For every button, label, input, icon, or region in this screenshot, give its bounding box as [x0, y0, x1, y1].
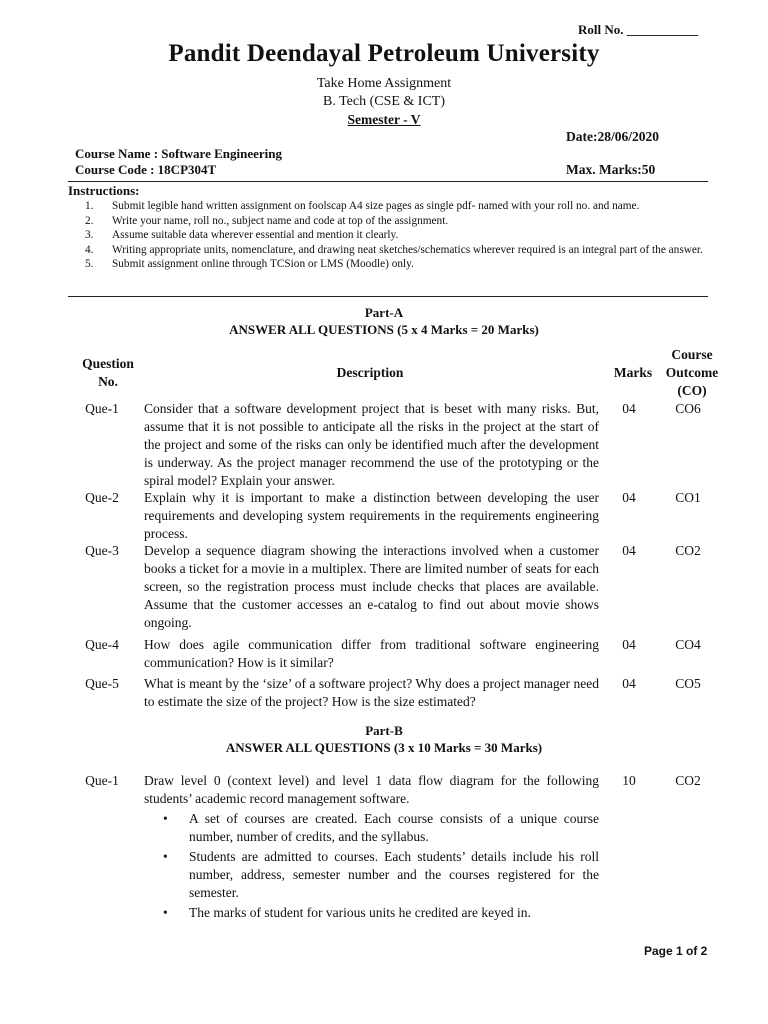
university-name: Pandit Deendayal Petroleum University	[168, 40, 600, 67]
part-b-title: Part-B	[365, 723, 403, 738]
question-marks: 04	[622, 490, 636, 505]
instruction-text: Writing appropriate units, nomenclature, and drawing neat sketches/schematics wherever required is an integral part of the answer.	[112, 243, 703, 256]
instruction-number: 3.	[85, 229, 94, 242]
instruction-number: 2.	[85, 214, 94, 227]
question-co: CO4	[675, 637, 701, 652]
bullet-icon: •	[163, 849, 168, 864]
instructions-list	[85, 199, 710, 272]
bullet-text: A set of courses are created. Each course consists of a unique course number, number of credits, and the syllabus.	[189, 811, 599, 844]
question-marks: 04	[622, 401, 636, 416]
semester-label	[0, 112, 768, 129]
instruction-text: Submit assignment online through TCSion or LMS (Moodle) only.	[112, 258, 414, 271]
instruction-number: 1.	[85, 200, 94, 212]
instruction-number: 4.	[85, 243, 94, 256]
question-description-block	[144, 772, 599, 922]
list-item	[144, 904, 599, 922]
part-a-subtitle: ANSWER ALL QUESTIONS (5 x 4 Marks = 20 Marks)	[229, 322, 539, 337]
column-header-question: Question No.	[82, 356, 134, 389]
question-bullet-list	[144, 810, 599, 922]
question-co: CO6	[675, 401, 701, 416]
exam-date: Date:28/06/2020	[566, 129, 659, 144]
bullet-icon: •	[163, 811, 168, 826]
question-description: Draw level 0 (context level) and level 1 data flow diagram for the following students’ academic record management software.	[144, 773, 599, 806]
semester-text: Semester - V	[347, 112, 421, 127]
part-a-title: Part-A	[364, 305, 404, 320]
course-code: Course Code : 18CP304T	[75, 162, 217, 177]
column-header-description: Description	[336, 365, 404, 380]
instruction-text: Assume suitable data wherever essential and mention it clearly.	[112, 229, 399, 242]
bullet-icon: •	[163, 905, 168, 920]
question-co: CO2	[675, 543, 701, 558]
question-number: Que-1	[85, 401, 119, 416]
question-description: How does agile communication differ from traditional software engineering communication? How is it similar?	[144, 637, 599, 670]
question-number: Que-1	[85, 773, 119, 788]
question-marks: 10	[622, 773, 636, 788]
question-co: CO1	[675, 490, 701, 505]
instruction-item	[85, 214, 710, 229]
question-marks: 04	[622, 676, 636, 691]
question-description: Develop a sequence diagram showing the interactions involved when a customer books a ticket for a movie in a multiplex. There are limited number of seats for each screen, so the registration process must include checks that places are available. Assume that the customer accesses an e-catalog to find out about movie shows ongoing.	[144, 543, 599, 630]
program-name: B. Tech (CSE & ICT)	[322, 94, 446, 109]
divider	[68, 296, 708, 297]
instruction-number: 5.	[85, 258, 94, 271]
instruction-item	[85, 257, 710, 272]
assignment-type: Take Home Assignment	[316, 76, 452, 91]
roll-number-field: Roll No. ___________	[578, 22, 699, 37]
max-marks: Max. Marks:50	[566, 162, 656, 177]
question-marks: 04	[622, 543, 636, 558]
column-header-course-outcome: Course Outcome (CO)	[665, 347, 719, 398]
list-item	[144, 848, 599, 902]
question-description: What is meant by the ‘size’ of a software project? Why does a project manager need to estimate the size of the project? How is the size estimated?	[144, 676, 599, 709]
question-marks: 04	[622, 637, 636, 652]
instruction-item	[85, 243, 710, 258]
instruction-text: Submit legible hand written assignment on foolscap A4 size pages as single pdf- named with your roll no. and name.	[112, 200, 640, 212]
bullet-text: The marks of student for various units he credited are keyed in.	[189, 905, 531, 920]
question-number: Que-3	[85, 543, 119, 558]
question-number: Que-2	[85, 490, 119, 505]
question-description: Consider that a software development project that is beset with many risks. But, assume that it is not possible to anticipate all the risks in the project at the start of the project and some of the risks can only be identified much after the development is underway. As the project manager recommend the use of the prototyping or the spiral model? Explain your answer.	[144, 401, 599, 488]
bullet-text: Students are admitted to courses. Each students’ details include his roll number, address, semester number and the courses registered for the semester.	[189, 849, 599, 900]
question-description: Explain why it is important to make a distinction between developing the user requirements and developing system requirements in the requirements engineering process.	[144, 490, 599, 541]
instruction-item	[85, 228, 710, 243]
course-name: Course Name : Software Engineering	[75, 146, 283, 161]
column-header-marks: Marks	[613, 365, 653, 380]
question-co: CO2	[675, 773, 701, 788]
instruction-text: Write your name, roll no., subject name and code at top of the assignment.	[112, 214, 449, 227]
question-number: Que-4	[85, 637, 119, 652]
divider	[68, 181, 708, 182]
instructions-heading: Instructions:	[68, 183, 140, 198]
part-b-subtitle: ANSWER ALL QUESTIONS (3 x 10 Marks = 30 Marks)	[225, 740, 543, 755]
question-number: Que-5	[85, 676, 119, 691]
instruction-item	[85, 199, 710, 214]
list-item	[144, 810, 599, 846]
question-co: CO5	[675, 676, 701, 691]
page-number: Page 1 of 2	[644, 944, 708, 958]
